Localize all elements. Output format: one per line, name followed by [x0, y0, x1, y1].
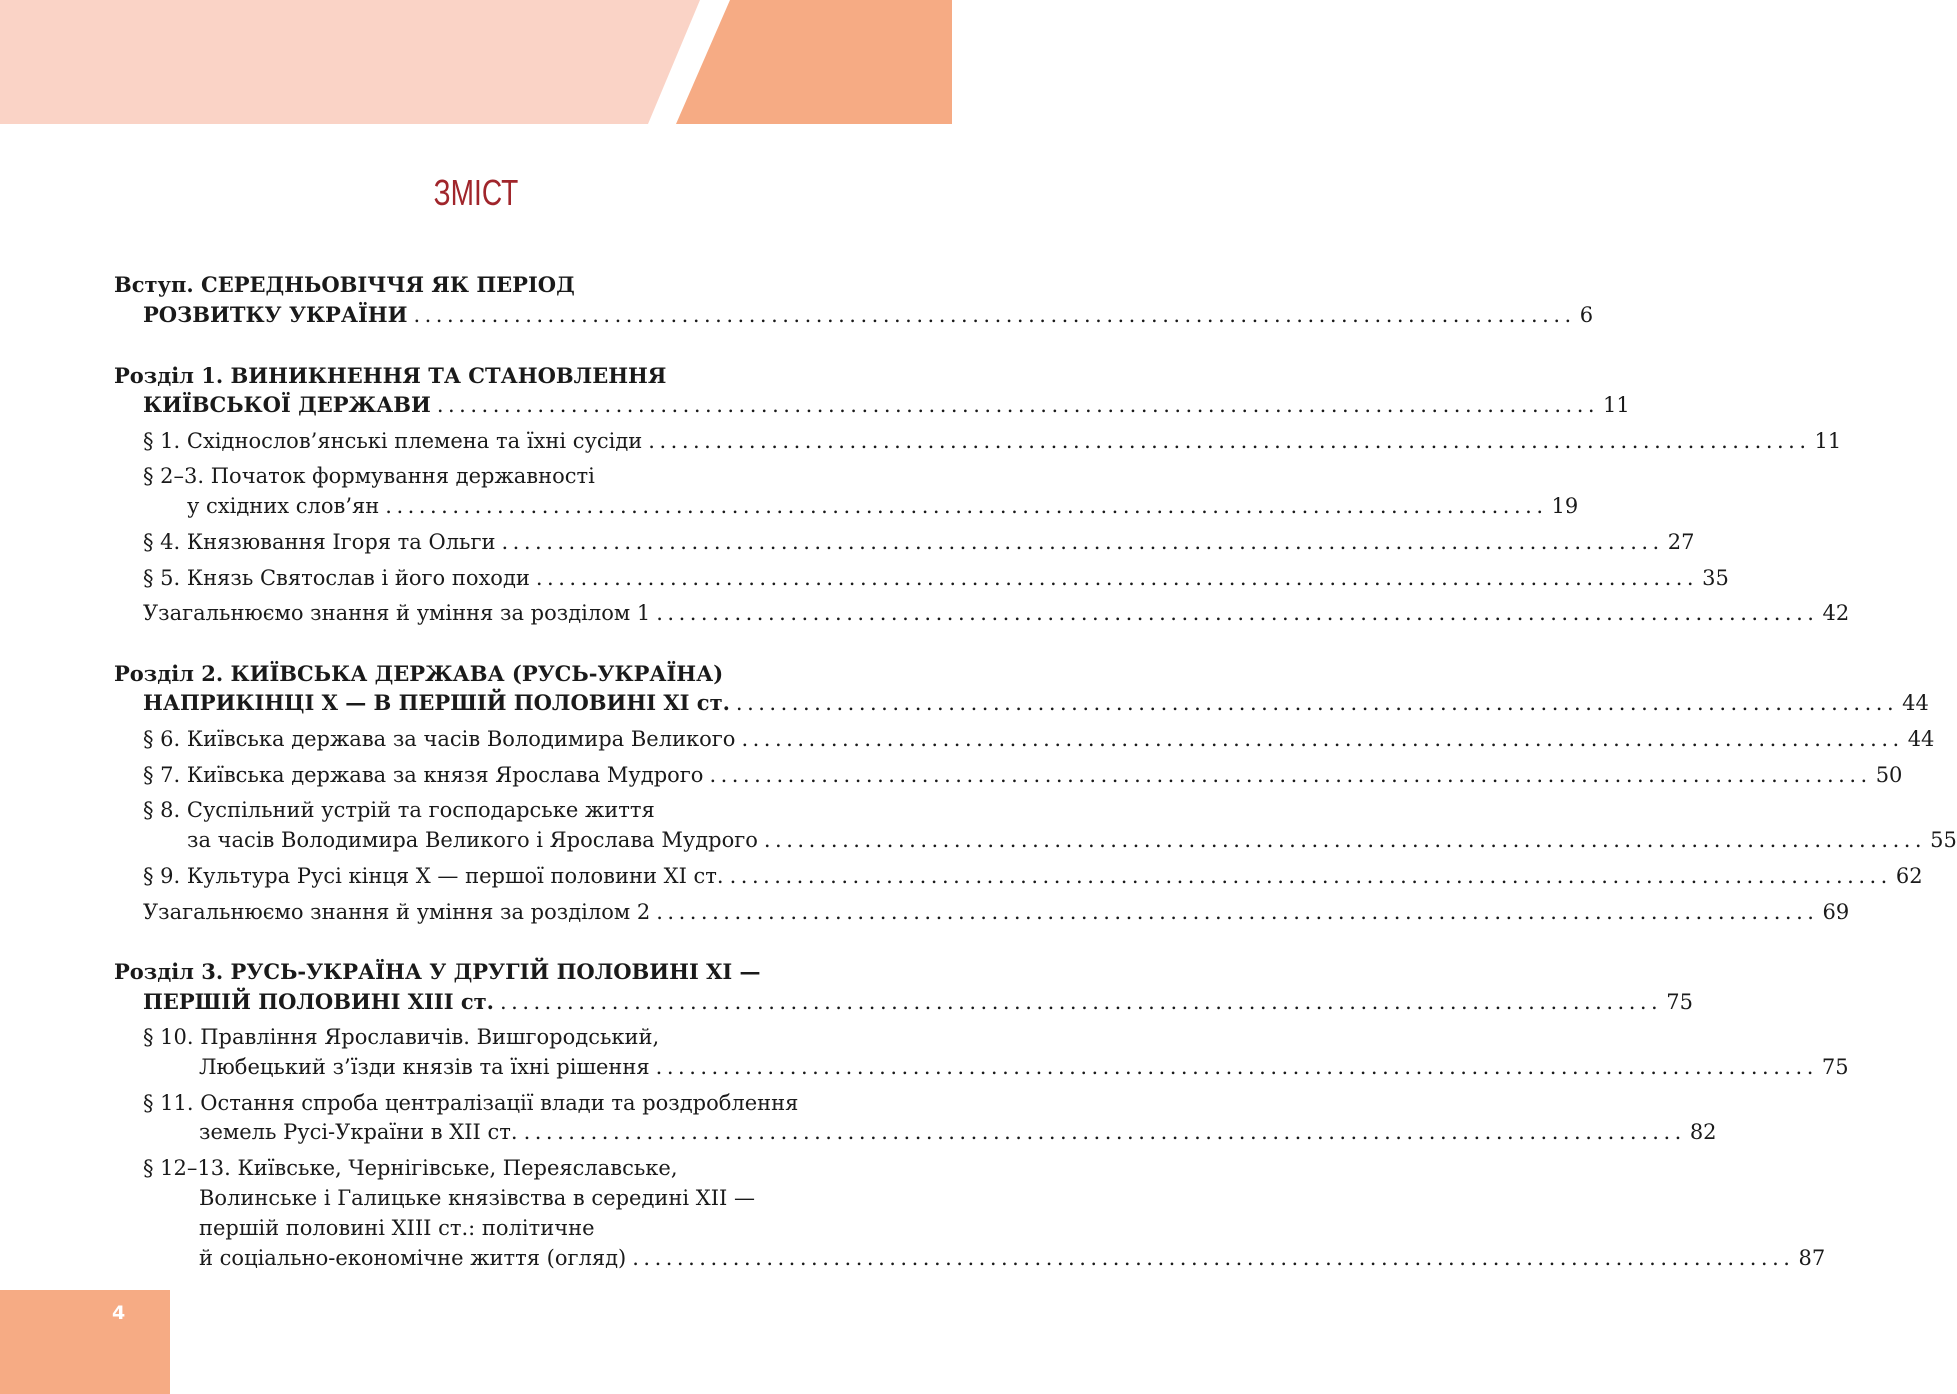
toc-item-7[interactable] [143, 760, 1903, 790]
toc-item-8-cont[interactable] [187, 825, 1957, 855]
toc-entry-text: § 5. Князь Святослав і його походи [143, 566, 530, 590]
toc-page-number: 6 [1579, 303, 1594, 327]
dot-leader: ........................................................................................................ [436, 393, 1600, 417]
toc-page-number: 69 [1822, 900, 1850, 924]
toc-entry-text: земель Русі-України в XII ст. [199, 1120, 518, 1144]
toc-entry-text: ПЕРШІЙ ПОЛОВИНІ XIII ст. [143, 989, 494, 1014]
dot-leader: ........................................................................................................ [655, 1055, 1818, 1079]
toc-entry-text: Волинське і Галицьке князівства в середині XII — [199, 1186, 755, 1210]
toc-section-2-title-cont[interactable] [143, 688, 1929, 718]
toc-entry-text: § 1. Східнослов’янські племена та їхні сусіди [143, 429, 643, 453]
toc-item-1[interactable] [143, 426, 1842, 456]
toc-page-number: 44 [1902, 691, 1929, 715]
toc-entry-text: § 7. Київська держава за князя Ярослава Мудрого [143, 763, 704, 787]
toc-item-12-13[interactable] [143, 1153, 873, 1183]
toc-entry-text: Вступ. СЕРЕДНЬОВІЧЧЯ ЯК ПЕРІОД [114, 272, 575, 297]
toc-item-4[interactable] [143, 527, 1695, 557]
toc-entry-text: у східних слов’ян [187, 494, 380, 518]
toc-entry-text: § 9. Культура Русі кінця X — першої половини XI ст. [143, 864, 724, 888]
toc-page-number: 42 [1822, 601, 1850, 625]
dot-leader: ........................................................................................................ [729, 864, 1892, 888]
dot-leader: ........................................................................................................ [763, 828, 1927, 852]
toc-section-3-title[interactable] [114, 957, 874, 987]
toc-page-number: 87 [1798, 1246, 1826, 1270]
toc-page-number: 75 [1666, 990, 1693, 1014]
toc-page-number: 11 [1814, 429, 1842, 453]
toc-entry-text: Розділ 3. РУСЬ-УКРАЇНА У ДРУГІЙ ПОЛОВИНІ XI — [114, 959, 761, 984]
toc-item-2-3-cont[interactable] [187, 491, 1579, 521]
toc-entry-text: Узагальнюємо знання й уміння за розділом 1 [143, 601, 651, 625]
toc-entry-text: РОЗВИТКУ УКРАЇНИ [143, 302, 408, 327]
dot-leader: ........................................................................................................ [648, 429, 1811, 453]
toc-section-1-title[interactable] [114, 361, 874, 391]
page-title: ЗМІСТ [433, 172, 519, 213]
dot-leader: ........................................................................................................ [741, 727, 1904, 751]
toc-entry-text: Розділ 2. КИЇВСЬКА ДЕРЖАВА (РУСЬ-УКРАЇНА) [114, 661, 724, 686]
toc-page-number: 35 [1702, 566, 1729, 590]
toc-section-3-title-cont[interactable] [143, 987, 1693, 1017]
toc-page-number: 50 [1875, 763, 1903, 787]
toc-entry-text: Любецький з’їзди князів та їхні рішення [199, 1055, 650, 1079]
dot-leader: ........................................................................................................ [656, 900, 1819, 924]
toc-page-number: 82 [1689, 1120, 1717, 1144]
dot-leader: ........................................................................................................ [501, 530, 1664, 554]
page-number: 4 [112, 1302, 126, 1324]
toc-page-number: 75 [1821, 1055, 1849, 1079]
header-decoration [0, 0, 952, 124]
toc-item-summary-2[interactable] [143, 897, 1850, 927]
toc-entry-text: НАПРИКІНЦІ X — В ПЕРШІЙ ПОЛОВИНІ XI ст. [143, 690, 730, 715]
page-number-box [0, 1290, 170, 1394]
toc-entry-text: КИЇВСЬКОЇ ДЕРЖАВИ [143, 392, 431, 417]
toc-item-8[interactable] [143, 795, 873, 825]
toc-page-number: 19 [1551, 494, 1579, 518]
toc-page-number: 27 [1667, 530, 1695, 554]
dot-leader: ........................................................................................................ [413, 303, 1576, 327]
toc-entry-text: першій половині XIII ст.: політичне [199, 1216, 595, 1240]
toc-item-5[interactable] [143, 563, 1729, 593]
toc-section-1-title-cont[interactable] [143, 390, 1630, 420]
dot-leader: ........................................................................................................ [656, 601, 1819, 625]
dot-leader: ........................................................................................................ [499, 990, 1663, 1014]
toc-intro-title-cont[interactable] [143, 300, 1594, 330]
toc-item-2-3[interactable] [143, 461, 873, 491]
toc-entry-text: за часів Володимира Великого і Ярослава Мудрого [187, 828, 758, 852]
toc-entry-text: й соціально-економічне життя (огляд) [199, 1246, 627, 1270]
toc-entry-text: Розділ 1. ВИНИКНЕННЯ ТА СТАНОВЛЕННЯ [114, 363, 667, 388]
toc-item-9[interactable] [143, 861, 1923, 891]
toc-entry-text: § 2–3. Початок формування державності [143, 464, 595, 488]
toc-page-number: 11 [1603, 393, 1630, 417]
dot-leader: ........................................................................................................ [385, 494, 1548, 518]
toc-entry-text: § 11. Остання спроба централізації влади та роздроблення [143, 1091, 799, 1115]
toc-entry-text: Узагальнюємо знання й уміння за розділом 2 [143, 900, 651, 924]
toc-item-summary-1[interactable] [143, 598, 1850, 628]
toc-item-11[interactable] [143, 1088, 873, 1118]
dot-leader: ........................................................................................................ [523, 1120, 1686, 1144]
toc-entry-text: § 6. Київська держава за часів Володимира Великого [143, 727, 736, 751]
toc-entry-text: § 4. Князювання Ігоря та Ольги [143, 530, 496, 554]
toc-item-12-13-cont-2[interactable] [199, 1213, 873, 1243]
toc-page-number: 62 [1895, 864, 1923, 888]
toc-item-12-13-cont-3[interactable] [199, 1243, 1826, 1273]
toc-intro-title[interactable] [114, 270, 874, 300]
toc-entry-text: § 8. Суспільний устрій та господарське життя [143, 798, 655, 822]
toc-item-10-cont[interactable] [199, 1052, 1849, 1082]
dot-leader: ........................................................................................................ [632, 1246, 1795, 1270]
toc-item-12-13-cont-1[interactable] [199, 1183, 873, 1213]
toc-item-10[interactable] [143, 1022, 873, 1052]
toc-item-11-cont[interactable] [199, 1117, 1717, 1147]
dot-leader: ........................................................................................................ [709, 763, 1872, 787]
dot-leader: ........................................................................................................ [735, 691, 1899, 715]
toc-entry-text: § 12–13. Київське, Чернігівське, Переяславське, [143, 1156, 678, 1180]
toc-entry-text: § 10. Правління Ярославичів. Вишгородський, [143, 1025, 660, 1049]
toc-page-number: 55 [1930, 828, 1957, 852]
toc-item-6[interactable] [143, 724, 1935, 754]
toc-page-number: 44 [1907, 727, 1935, 751]
toc-section-2-title[interactable] [114, 659, 874, 689]
dot-leader: ........................................................................................................ [535, 566, 1699, 590]
